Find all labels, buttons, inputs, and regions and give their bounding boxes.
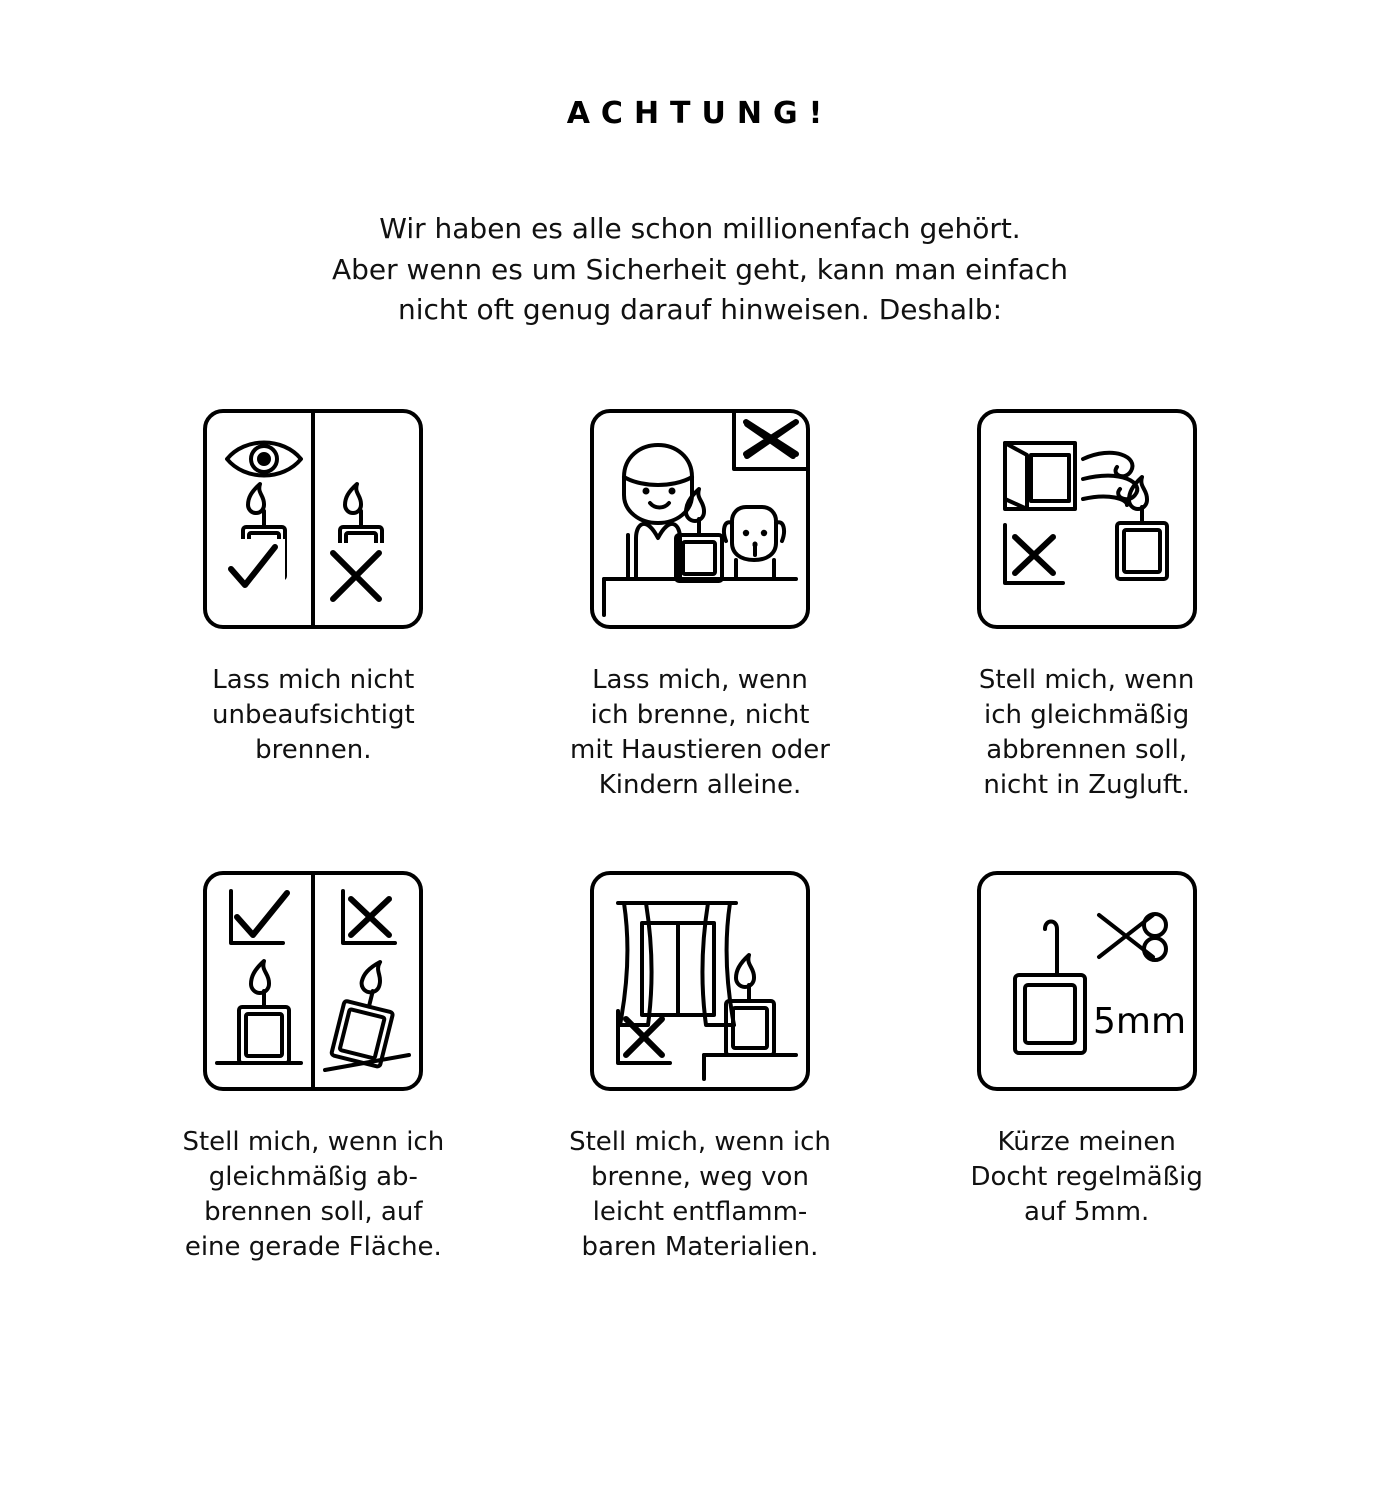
safety-item-trim-wick <box>893 865 1280 1265</box>
scissors-wick-trim-icon <box>971 865 1203 1097</box>
safety-item-caption <box>212 663 415 768</box>
safety-item-caption <box>182 1125 444 1265</box>
child-pet-candle-cross-icon <box>584 403 816 635</box>
icon-label-5mm: 5mm <box>1092 1001 1186 1043</box>
caption-line: auf 5mm. <box>1024 1197 1150 1228</box>
safety-icon-grid <box>0 403 1400 1266</box>
safety-instructions-page <box>0 96 1400 1496</box>
caption-line: nicht in Zugluft. <box>983 770 1190 801</box>
caption-line: ich gleichmäßig <box>983 699 1190 730</box>
safety-item-caption <box>569 1125 831 1265</box>
safety-item-caption <box>570 663 830 803</box>
caption-line: gleichmäßig ab- <box>208 1162 418 1193</box>
caption-line: unbeaufsichtigt <box>211 699 415 730</box>
caption-line: brennen soll, auf <box>204 1197 423 1228</box>
safety-item-unattended <box>120 403 507 803</box>
safety-item-level-surface <box>120 865 507 1265</box>
caption-line: eine gerade Fläche. <box>184 1232 442 1263</box>
caption-line: brenne, weg von <box>591 1162 809 1193</box>
eye-candle-check-cross-icon <box>197 403 429 635</box>
caption-line: Lass mich nicht <box>212 664 415 695</box>
safety-item-flammable-materials <box>507 865 894 1265</box>
safety-item-children-pets <box>507 403 894 803</box>
draft-window-candle-cross-icon <box>971 403 1203 635</box>
curtain-flammable-candle-cross-icon <box>584 865 816 1097</box>
caption-line: Stell mich, wenn <box>978 664 1195 695</box>
intro-paragraph <box>0 209 1400 331</box>
caption-line: Lass mich, wenn <box>592 664 808 695</box>
page-title: ACHTUNG! <box>566 96 834 131</box>
caption-line: leicht entflamm- <box>592 1197 808 1228</box>
caption-line: mit Haustieren oder <box>570 734 830 765</box>
caption-line: ich brenne, nicht <box>590 699 810 730</box>
safety-item-caption <box>979 663 1194 803</box>
safety-item-caption <box>970 1125 1202 1230</box>
caption-line: baren Materialien. <box>581 1232 819 1263</box>
level-surface-candle-check-cross-icon <box>197 865 429 1097</box>
safety-item-draft <box>893 403 1280 803</box>
intro-line-3: nicht oft genug darauf hinweisen. Deshalb: <box>398 293 1002 327</box>
caption-line: Stell mich, wenn ich <box>569 1127 831 1158</box>
caption-line: Docht regelmäßig <box>970 1162 1203 1193</box>
intro-line-1: Wir haben es alle schon millionenfach gehört. <box>379 212 1021 245</box>
caption-line: Stell mich, wenn ich <box>182 1127 445 1158</box>
caption-line: abbrennen soll, <box>986 734 1188 765</box>
caption-line: Kindern alleine. <box>598 770 802 801</box>
intro-line-2: Aber wenn es um Sicherheit geht, kann man einfach <box>331 252 1069 286</box>
caption-line: Kürze meinen <box>997 1127 1176 1158</box>
caption-line: brennen. <box>255 734 372 765</box>
